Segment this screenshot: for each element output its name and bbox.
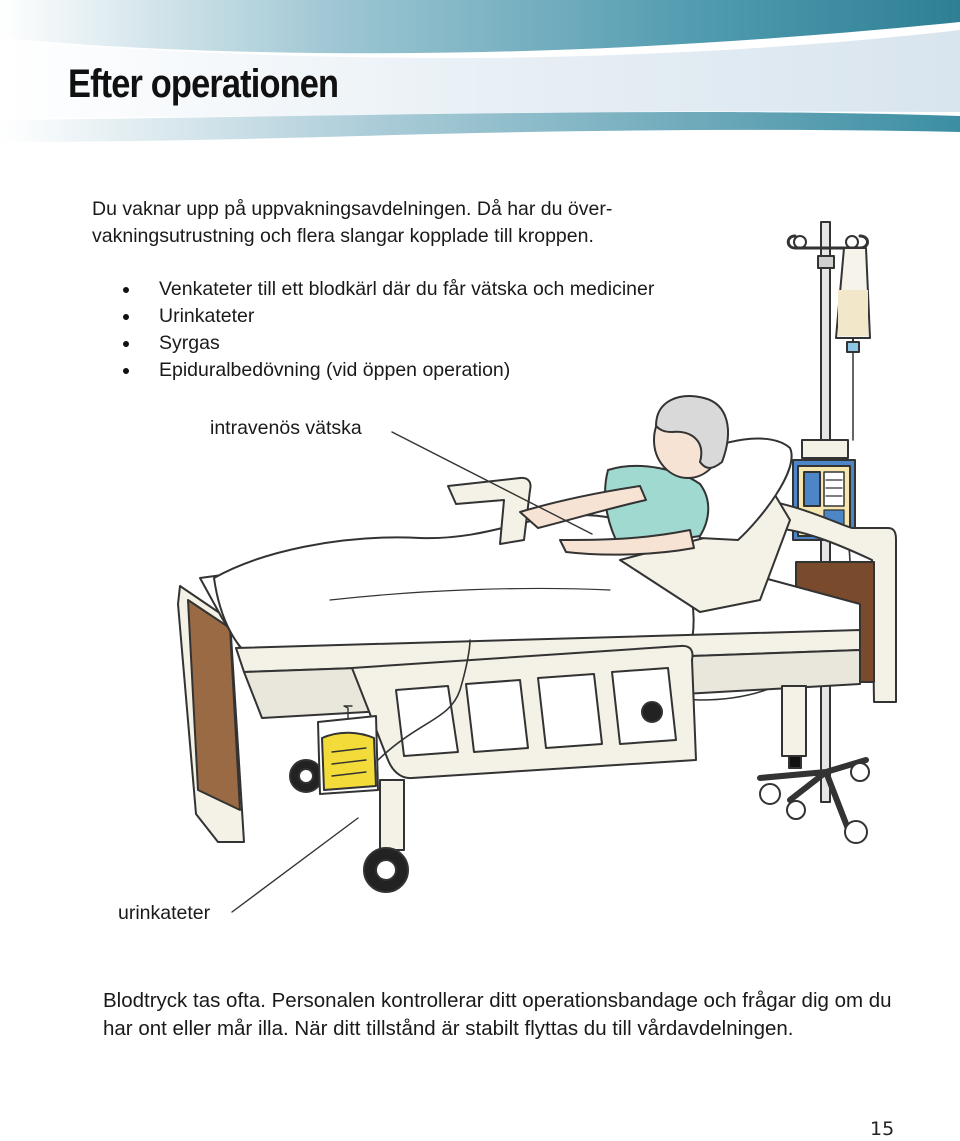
- callout-urinary-catheter: urinkateter: [118, 902, 211, 924]
- hospital-bed-illustration: [0, 150, 960, 940]
- list-item-label: Syrgas: [159, 332, 220, 354]
- intro-line-2: vakningsutrustning och flera slangar kopplade till kroppen.: [92, 225, 594, 247]
- intro-line-1: Du vaknar upp på uppvakningsavdelningen. Då har du över-: [92, 198, 613, 220]
- closing-paragraph: Blodtryck tas ofta. Personalen kontrollerar ditt operationsbandage och frågar dig om du har ont eller mår illa. När ditt tillstånd är stabilt flyttas du till vårdavdelningen.: [103, 989, 892, 1040]
- page-title: Efter operationen: [68, 62, 339, 106]
- list-item-label: Epiduralbedövning (vid öppen operation): [159, 359, 511, 381]
- iv-bag: [836, 248, 870, 440]
- callout-iv-fluid: intravenös vätska: [210, 417, 362, 439]
- page-number: 15: [870, 1118, 895, 1140]
- list-item-label: Urinkateter: [159, 305, 255, 327]
- list-item-label: Venkateter till ett blodkärl där du får vätska och mediciner: [159, 278, 655, 300]
